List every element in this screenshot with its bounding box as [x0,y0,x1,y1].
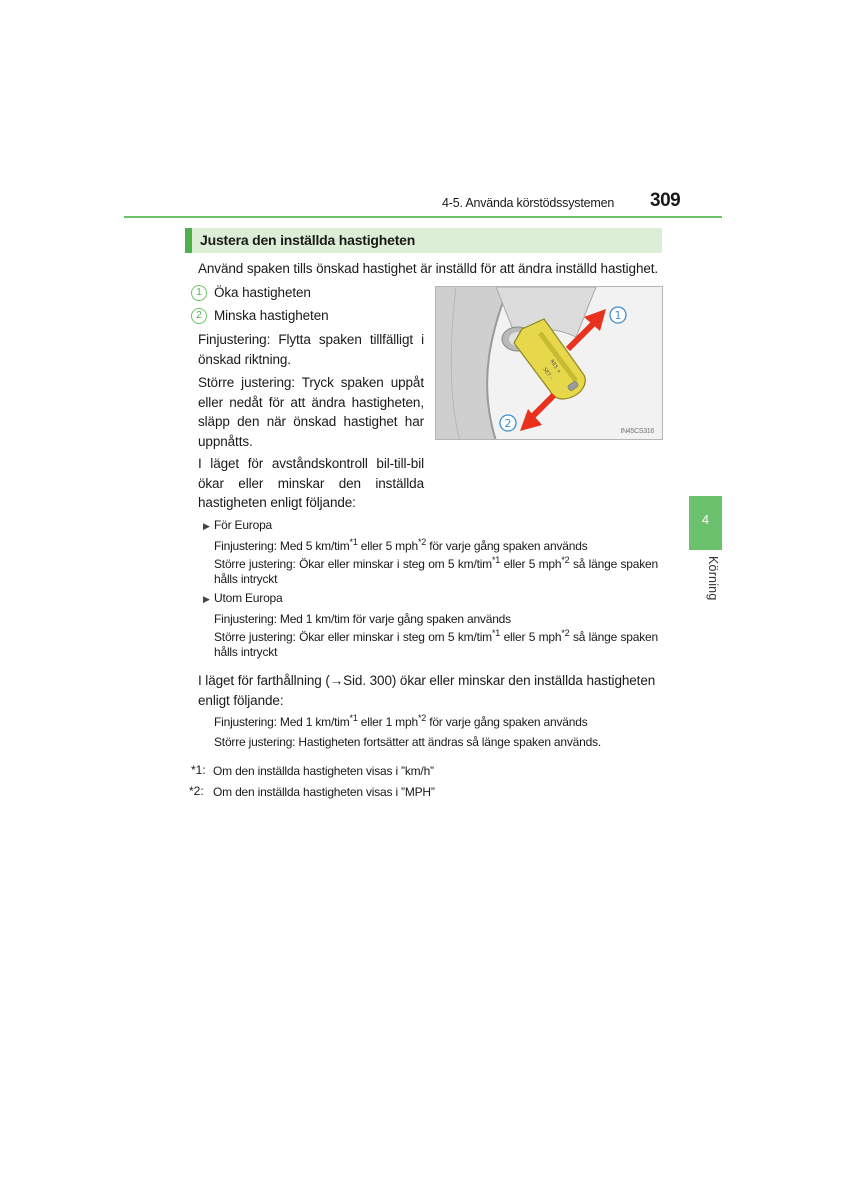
footnote-mark-2: *2: [189,784,204,798]
europe-fine-adjust: Finjustering: Med 5 km/tim$^{*1}$ eller 5 mph$^{*2}$ för varje gång spaken används [214,537,588,553]
section-title-bar [185,228,662,253]
callout-2 [500,415,516,431]
item-marker-1: 1 [191,285,207,301]
europe-coarse-adjust: Större justering: Ökar eller minskar i steg om 5 km/tim$^{*1}$ eller 5 mph$^{*2}$ så länge spaken hålls intryckt [214,555,658,586]
chapter-label: Körning [706,556,720,601]
cruise-mode-text: I läget för farthållning (→Sid. 300) ökar eller minskar den inställda hastigheten enligt följande: [198,673,656,708]
cruise-coarse-adjust: Större justering: Hastigheten fortsätter att ändras så länge spaken används. [214,735,602,749]
footnote-text-2: Om den inställda hastigheten visas i ”MPH” [213,785,435,799]
coarse-adjust-text: Större justering: Tryck spaken uppåt eller nedåt för att ändra hastigheten, släpp den när önskad hastighet har uppnåtts. [198,375,424,449]
other-fine-adjust: Finjustering: Med 1 km/tim för varje gång spaken används [214,612,511,626]
chapter-tab [689,496,722,550]
europe-heading: För Europa [214,518,273,532]
page-number: 309 [650,190,681,211]
intro-text: Använd spaken tills önskad hastighet är inställd för att ändra inställd hastighet. [198,261,659,276]
lever-diagram [436,287,663,440]
section-title: Justera den inställda hastigheten [200,232,416,248]
svg-text:2: 2 [504,417,512,430]
other-heading: Utom Europa [214,591,283,605]
cruise-fine-adjust: Finjustering: Med 1 km/tim$^{*1}$ eller 1 mph$^{*2}$ för varje gång spaken används [214,713,588,729]
figure-code: IN45CS316 [620,428,654,435]
distance-mode-text: I läget för avståndskontroll bil-till-bil ökar eller minskar den inställda hastigheten enligt följande: [198,456,424,510]
lever-illustration [435,286,663,440]
running-header-section: 4-5. Använda körstödssystemen [442,196,615,210]
footnote-text-1: Om den inställda hastigheten visas i ”km/h” [213,764,434,778]
chapter-number: 4 [701,512,710,527]
footnote-mark-1: *1: [191,763,206,777]
triangle-bullet-icon: ▶ [203,594,210,604]
fine-adjust-text: Finjustering: Flytta spaken tillfälligt i önskad riktning. [198,332,424,367]
svg-text:SET -: SET - [541,366,554,381]
header-rule [124,216,722,218]
item-marker-2: 2 [191,308,207,324]
svg-text:1: 1 [614,309,622,322]
triangle-bullet-icon: ▶ [203,521,210,531]
item-label-decrease: Minska hastigheten [214,308,329,323]
svg-text:RES +: RES + [548,358,563,375]
callout-1 [610,307,626,323]
other-coarse-adjust: Större justering: Ökar eller minskar i steg om 5 km/tim$^{*1}$ eller 5 mph$^{*2}$ så länge spaken hålls intryckt [214,628,658,659]
item-label-increase: Öka hastigheten [214,285,311,300]
